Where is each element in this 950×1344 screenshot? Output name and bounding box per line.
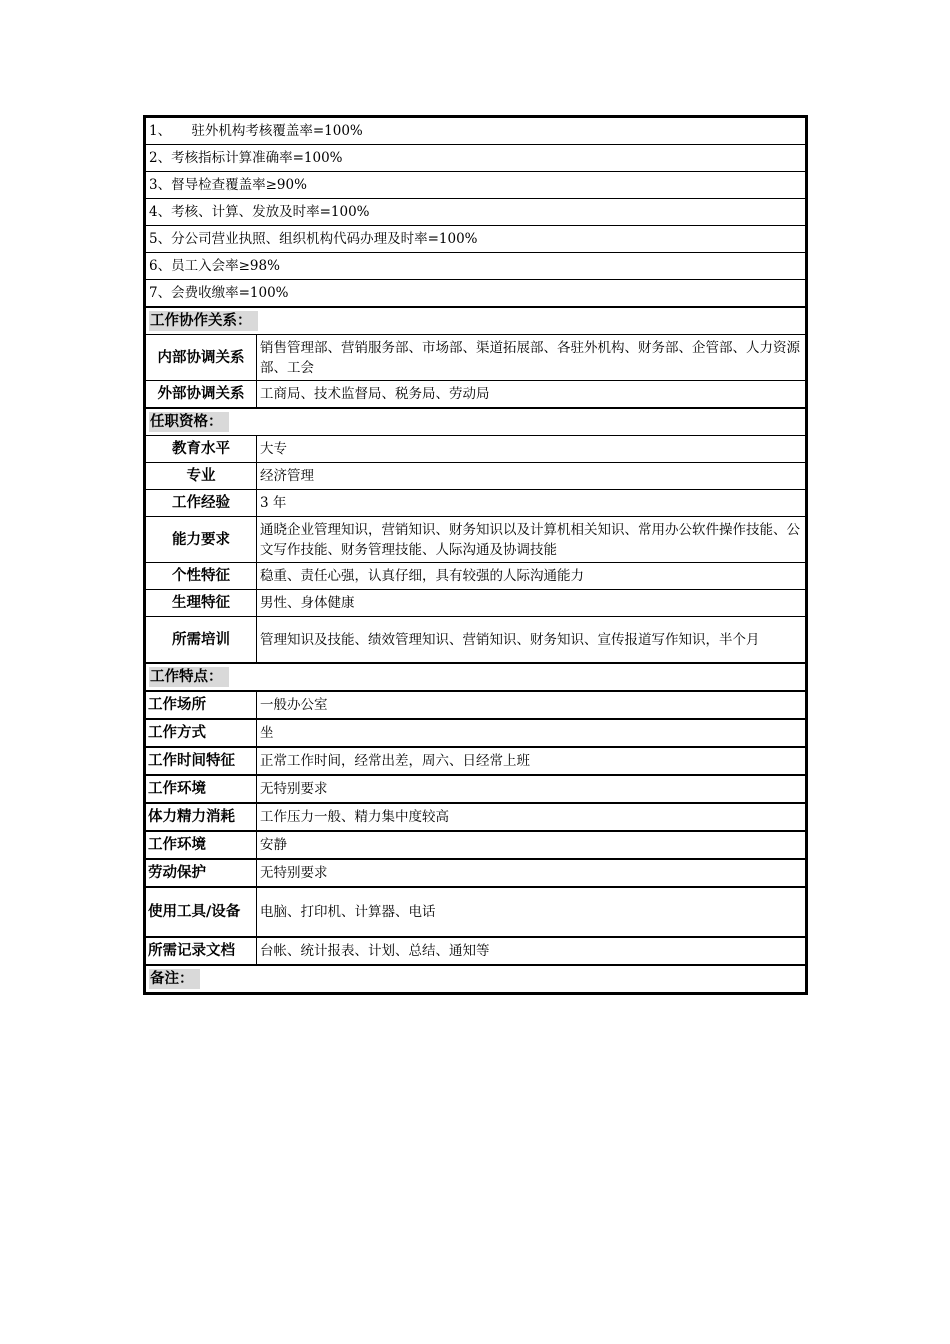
feature-value: 一般办公室 bbox=[257, 691, 806, 719]
feature-label: 体力精力消耗 bbox=[146, 803, 257, 831]
section-header-qualifications bbox=[146, 408, 806, 436]
qualification-value: 经济管理 bbox=[257, 463, 806, 490]
qualification-value: 男性、身体健康 bbox=[257, 590, 806, 617]
qualification-label: 生理特征 bbox=[146, 590, 257, 617]
qualification-label: 所需培训 bbox=[146, 617, 257, 664]
external-coordination-label: 外部协调关系 bbox=[146, 381, 257, 409]
section-header-features bbox=[146, 663, 806, 691]
kpi-item: 1、 驻外机构考核覆盖率=100% bbox=[146, 118, 806, 145]
feature-value: 台帐、统计报表、计划、总结、通知等 bbox=[257, 937, 806, 965]
section-title: 工作特点： bbox=[149, 667, 229, 687]
qualification-value: 3 年 bbox=[257, 490, 806, 517]
qualification-label: 个性特征 bbox=[146, 563, 257, 590]
internal-coordination-value: 销售管理部、营销服务部、市场部、渠道拓展部、各驻外机构、财务部、企管部、人力资源部、工会 bbox=[257, 335, 806, 381]
qualification-label: 专业 bbox=[146, 463, 257, 490]
feature-value: 坐 bbox=[257, 719, 806, 747]
kpi-item: 4、考核、计算、发放及时率=100% bbox=[146, 199, 806, 226]
qualification-label: 能力要求 bbox=[146, 517, 257, 563]
kpi-item: 2、考核指标计算准确率=100% bbox=[146, 145, 806, 172]
feature-value: 无特别要求 bbox=[257, 859, 806, 887]
feature-label: 工作场所 bbox=[146, 691, 257, 719]
section-header-remarks bbox=[146, 965, 806, 993]
qualification-value: 大专 bbox=[257, 436, 806, 463]
section-title: 任职资格： bbox=[149, 412, 229, 432]
feature-label: 劳动保护 bbox=[146, 859, 257, 887]
qualification-label: 工作经验 bbox=[146, 490, 257, 517]
kpi-item: 5、分公司营业执照、组织机构代码办理及时率=100% bbox=[146, 226, 806, 253]
feature-value: 无特别要求 bbox=[257, 775, 806, 803]
feature-label: 所需记录文档 bbox=[146, 937, 257, 965]
qualification-value: 通晓企业管理知识，营销知识、财务知识以及计算机相关知识、常用办公软件操作技能、公文写作技能、财务管理技能、人际沟通及协调技能 bbox=[257, 517, 806, 563]
feature-value: 电脑、打印机、计算器、电话 bbox=[257, 887, 806, 937]
job-description-table bbox=[143, 115, 808, 995]
qualification-value: 稳重、责任心强，认真仔细，具有较强的人际沟通能力 bbox=[257, 563, 806, 590]
feature-label: 工作环境 bbox=[146, 831, 257, 859]
kpi-item: 3、督导检查覆盖率≥90% bbox=[146, 172, 806, 199]
feature-value: 正常工作时间，经常出差，周六、日经常上班 bbox=[257, 747, 806, 775]
feature-label: 工作环境 bbox=[146, 775, 257, 803]
feature-value: 安静 bbox=[257, 831, 806, 859]
section-title: 备注： bbox=[149, 969, 200, 989]
qualification-label: 教育水平 bbox=[146, 436, 257, 463]
internal-coordination-label: 内部协调关系 bbox=[146, 335, 257, 381]
feature-value: 工作压力一般、精力集中度较高 bbox=[257, 803, 806, 831]
section-header-cooperation bbox=[146, 307, 806, 335]
section-title: 工作协作关系： bbox=[149, 311, 258, 331]
feature-label: 工作时间特征 bbox=[146, 747, 257, 775]
kpi-item: 7、会费收缴率=100% bbox=[146, 280, 806, 308]
qualification-value: 管理知识及技能、绩效管理知识、营销知识、财务知识、宣传报道写作知识，半个月 bbox=[257, 617, 806, 664]
feature-label: 工作方式 bbox=[146, 719, 257, 747]
kpi-item: 6、员工入会率≥98% bbox=[146, 253, 806, 280]
feature-label: 使用工具/设备 bbox=[146, 887, 257, 937]
external-coordination-value: 工商局、技术监督局、税务局、劳动局 bbox=[257, 381, 806, 409]
